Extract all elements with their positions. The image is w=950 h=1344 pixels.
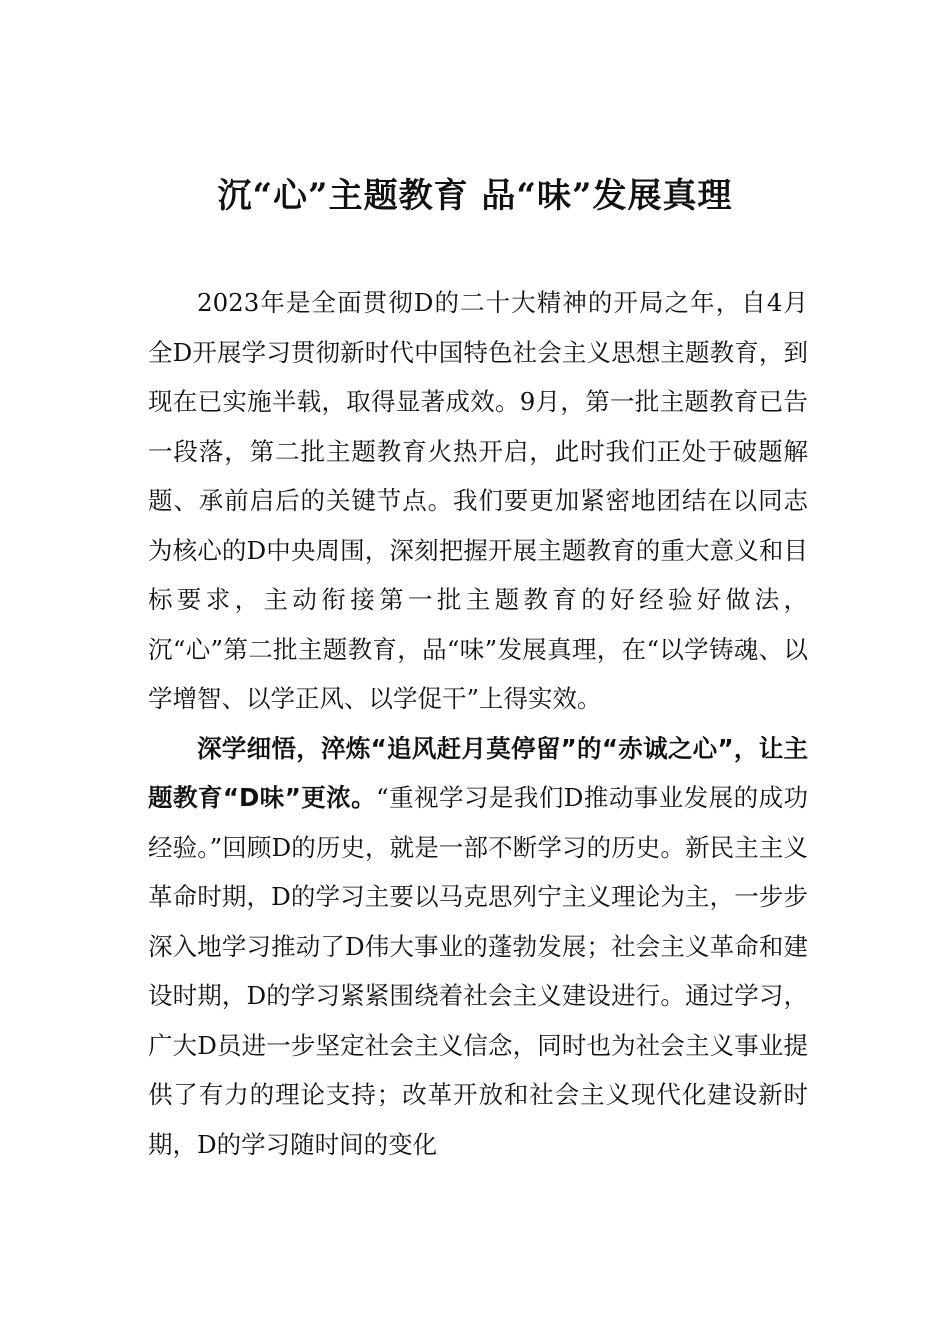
document-title: 沉“心”主题教育 品“味”发展真理	[217, 176, 733, 216]
paragraph-intro	[148, 278, 808, 724]
paragraph-text: 2023年是全面贯彻D的二十大精神的开局之年，自4月全D开展学习贯彻新时代中国特色社会主义思想主题教育，到现在已实施半载，取得显著成效。9月，第一批主题教育已告一段落，第二批主题教育火热开启，此时我们正处于破题解题、承前启后的关键节点。我们要更加紧密地团结在以同志为核心的D中央周围，深刻把握开展主题教育的重大意义和目标要求，主动衔接第一批主题教育的好经验好做法，沉“心”第二批主题教育，品“味”发展真理，在“以学铸魂、以学增智、以学正风、以学促干”上得实效。	[148, 288, 808, 713]
paragraph-lead-heading: 深学细悟，淬炼“追风赶月莫停留”的“赤诚之心”，让主题教育“D味”更浓。	[148, 733, 808, 812]
paragraph-study	[148, 724, 808, 1170]
paragraph-text: “重视学习是我们D推动事业发展的成功经验。”回顾D的历史，就是一部不断学习的历史。新民主主义革命时期，D的学习主要以马克思列宁主义理论为主，一步步深入地学习推动了D伟大事业的蓬勃发展；社会主义革命和建设时期，D的学习紧紧围绕着社会主义建设进行。通过学习，广大D员进一步坚定社会主义信念，同时也为社会主义事业提供了有力的理论支持；改革开放和社会主义现代化建设新时期，D的学习随时间的变化	[148, 783, 808, 1159]
document-body	[148, 278, 808, 1169]
